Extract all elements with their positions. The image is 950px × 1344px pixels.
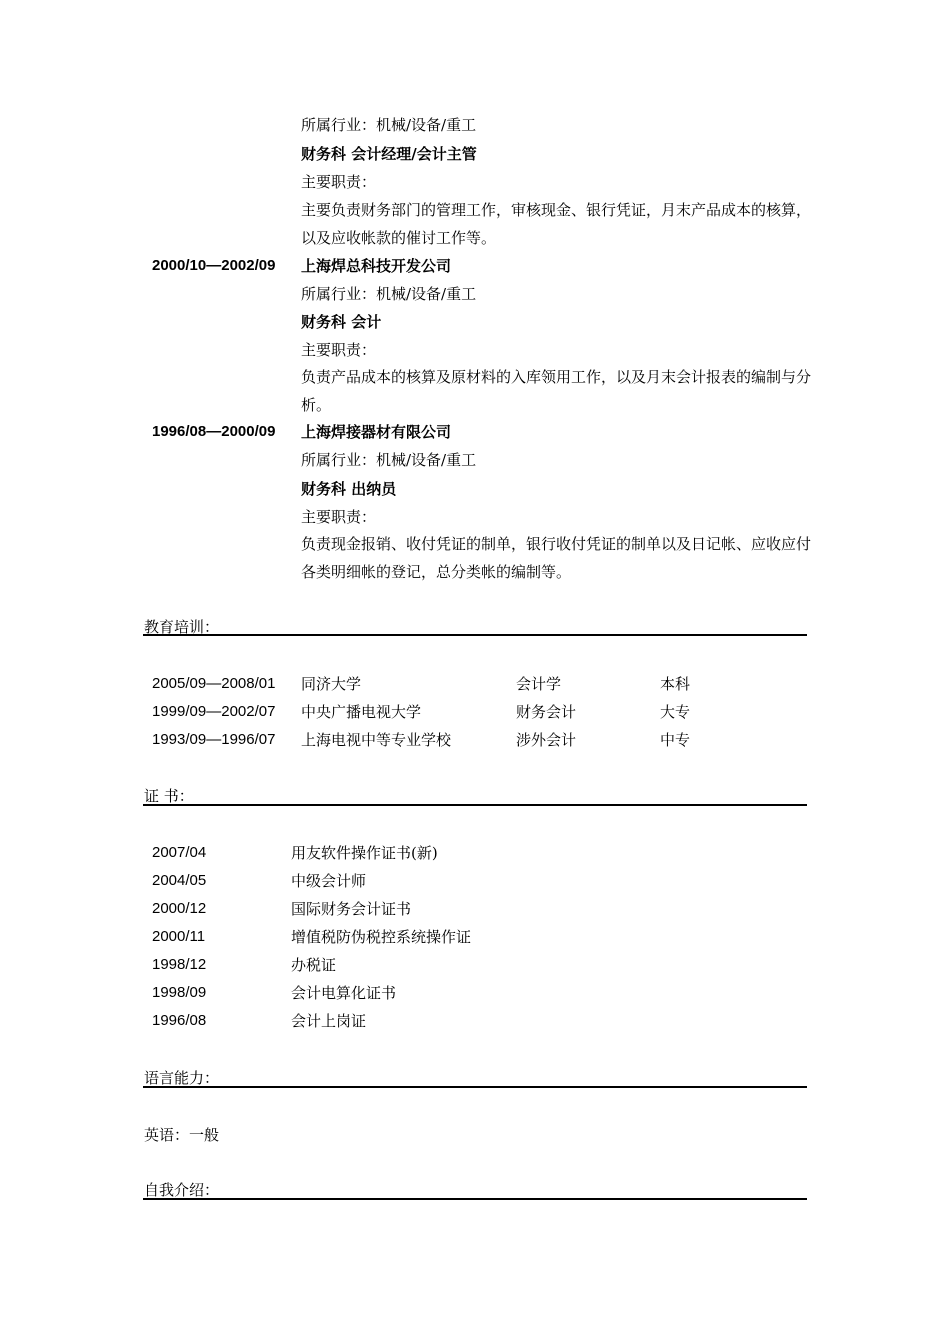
edu-degree: 中专 (660, 731, 691, 749)
cert-name: 国际财务会计证书 (291, 900, 412, 918)
language-english: 英语：一般 (144, 1126, 220, 1144)
job-company: 上海焊总科技开发公司 (301, 257, 452, 275)
cert-date: 2007/04 (152, 844, 207, 861)
job-duties-label: 主要职责： (301, 341, 377, 359)
cert-name: 中级会计师 (291, 872, 367, 890)
edu-school: 中央广播电视大学 (301, 703, 422, 721)
edu-school: 同济大学 (301, 675, 362, 693)
job-industry: 所属行业：机械/设备/重工 (301, 116, 477, 134)
section-divider (143, 634, 807, 636)
edu-degree: 大专 (660, 703, 691, 721)
section-heading-self-intro: 自我介绍： (144, 1181, 220, 1199)
cert-date: 2004/05 (152, 872, 207, 889)
edu-school: 上海电视中等专业学校 (301, 731, 452, 749)
cert-name: 会计上岗证 (291, 1012, 367, 1030)
job-period: 1996/08—2000/09 (152, 423, 276, 440)
cert-date: 2000/11 (152, 928, 206, 945)
edu-major: 涉外会计 (516, 731, 577, 749)
job-dept-title: 财务科 会计经理/会计主管 (301, 145, 477, 163)
section-heading-certificates: 证 书： (144, 787, 194, 805)
section-heading-language: 语言能力： (144, 1069, 220, 1087)
edu-major: 会计学 (516, 675, 562, 693)
job-duties: 负责现金报销、收付凭证的制单，银行收付凭证的制单以及日记帐、应收应付各类明细帐的登记，总分类帐的编制等。 (301, 535, 812, 581)
cert-date: 1998/09 (152, 984, 207, 1001)
job-duties: 主要负责财务部门的管理工作，审核现金、银行凭证，月末产品成本的核算，以及应收帐款的催讨工作等。 (301, 201, 812, 247)
job-duties: 负责产品成本的核算及原材料的入库领用工作，以及月末会计报表的编制与分析。 (301, 368, 812, 414)
edu-major: 财务会计 (516, 703, 577, 721)
section-heading-education: 教育培训： (144, 618, 220, 636)
section-divider (143, 1086, 807, 1088)
cert-date: 1998/12 (152, 956, 207, 973)
cert-date: 2000/12 (152, 900, 207, 917)
job-industry: 所属行业：机械/设备/重工 (301, 451, 477, 469)
edu-period: 1999/09—2002/07 (152, 703, 276, 720)
edu-period: 2005/09—2008/01 (152, 675, 276, 692)
cert-name: 用友软件操作证书(新) (291, 844, 438, 862)
cert-name: 办税证 (291, 956, 337, 974)
job-dept-title: 财务科 出纳员 (301, 480, 397, 498)
edu-degree: 本科 (660, 675, 691, 693)
job-duties-label: 主要职责： (301, 508, 377, 526)
job-industry: 所属行业：机械/设备/重工 (301, 285, 477, 303)
cert-name: 会计电算化证书 (291, 984, 397, 1002)
job-dept-title: 财务科 会计 (301, 313, 382, 331)
job-duties-label: 主要职责： (301, 173, 377, 191)
edu-period: 1993/09—1996/07 (152, 731, 276, 748)
cert-name: 增值税防伪税控系统操作证 (291, 928, 472, 946)
section-divider (143, 804, 807, 806)
job-company: 上海焊接器材有限公司 (301, 423, 452, 441)
job-period: 2000/10—2002/09 (152, 257, 276, 274)
section-divider (143, 1198, 807, 1200)
cert-date: 1996/08 (152, 1012, 207, 1029)
